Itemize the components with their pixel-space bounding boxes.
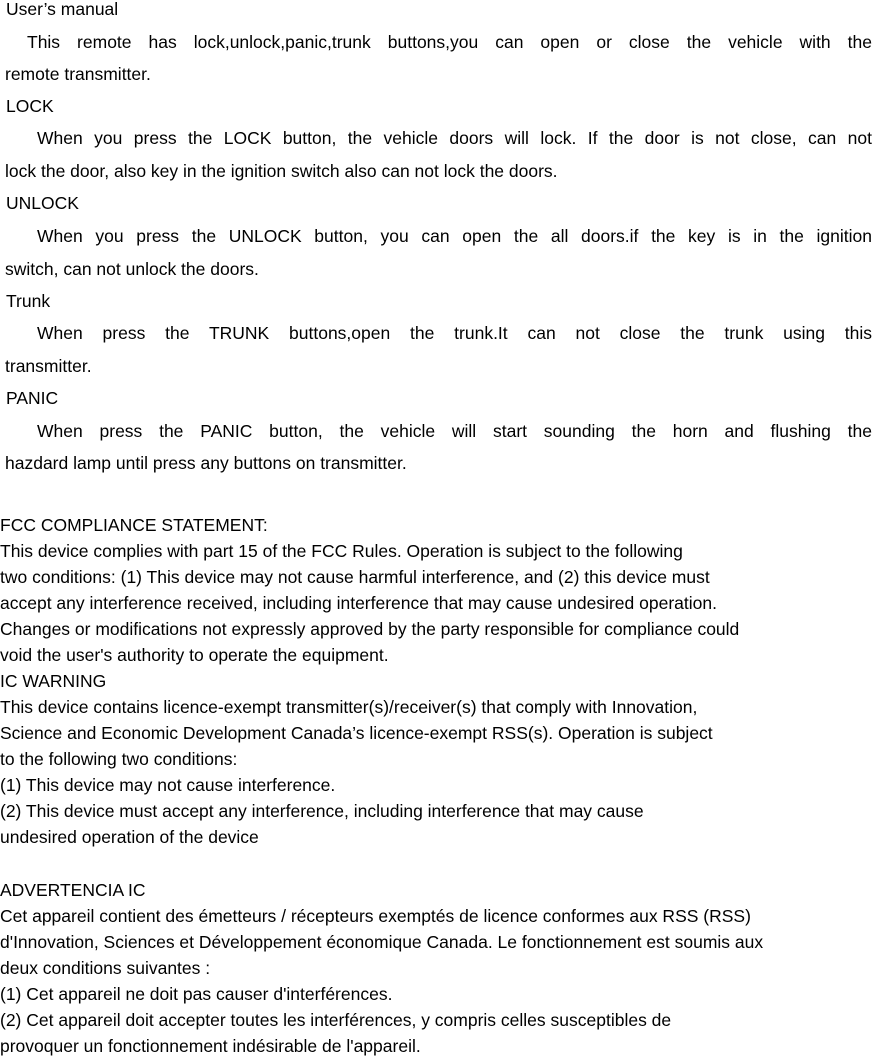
fcc-heading: FCC COMPLIANCE STATEMENT: xyxy=(0,515,268,535)
advertencia-line: deux conditions suivantes : xyxy=(0,958,211,978)
trunk-heading: Trunk xyxy=(6,291,51,311)
panic-line-1: When press the PANIC button, the vehicle will start sounding the horn and flushing the xyxy=(37,421,872,441)
panic-line-2: hazdard lamp until press any buttons on transmitter. xyxy=(5,453,407,473)
unlock-line-2: switch, can not unlock the doors. xyxy=(5,259,259,279)
unlock-line-1: When you press the UNLOCK button, you can open the all doors.if the key is in the ignition xyxy=(37,226,872,246)
advertencia-line: Cet appareil contient des émetteurs / récepteurs exemptés de licence conformes aux RSS (RSS) xyxy=(0,906,751,926)
ic-line: This device contains licence-exempt transmitter(s)/receiver(s) that comply with Innovation, xyxy=(0,697,698,717)
ic-line: to the following two conditions: xyxy=(0,749,238,769)
intro-line-2: remote transmitter. xyxy=(5,64,151,84)
advertencia-line: d'Innovation, Sciences et Développement économique Canada. Le fonctionnement est soumis aux xyxy=(0,932,764,952)
lock-line-2: lock the door, also key in the ignition switch also can not lock the doors. xyxy=(5,161,558,181)
ic-line: (1) This device may not cause interference. xyxy=(0,775,336,795)
ic-heading: IC WARNING xyxy=(0,671,107,691)
lock-heading: LOCK xyxy=(6,96,54,116)
fcc-line: void the user's authority to operate the equipment. xyxy=(0,645,389,665)
lock-line-1: When you press the LOCK button, the vehicle doors will lock. If the door is not close, can not xyxy=(37,128,872,148)
advertencia-line: (1) Cet appareil ne doit pas causer d'interférences. xyxy=(0,984,393,1004)
ic-line: Science and Economic Development Canada’s licence-exempt RSS(s). Operation is subject xyxy=(0,723,713,743)
manual-title: User’s manual xyxy=(6,0,119,19)
advertencia-line: (2) Cet appareil doit accepter toutes les interférences, y compris celles susceptibles de xyxy=(0,1010,672,1030)
fcc-line: Changes or modifications not expressly approved by the party responsible for compliance could xyxy=(0,619,740,639)
advertencia-heading: ADVERTENCIA IC xyxy=(0,880,146,900)
ic-line: (2) This device must accept any interference, including interference that may cause xyxy=(0,801,644,821)
advertencia-line: provoquer un fonctionnement indésirable de l'appareil. xyxy=(0,1036,421,1056)
fcc-line: two conditions: (1) This device may not cause harmful interference, and (2) this device must xyxy=(0,567,710,587)
fcc-line: accept any interference received, including interference that may cause undesired operation. xyxy=(0,593,717,613)
fcc-line: This device complies with part 15 of the FCC Rules. Operation is subject to the following xyxy=(0,541,683,561)
ic-line: undesired operation of the device xyxy=(0,827,259,847)
unlock-heading: UNLOCK xyxy=(6,193,79,213)
intro-line-1: This remote has lock,unlock,panic,trunk buttons,you can open or close the vehicle with the xyxy=(27,32,872,52)
trunk-line-2: transmitter. xyxy=(5,356,92,376)
trunk-line-1: When press the TRUNK buttons,open the trunk.It can not close the trunk using this xyxy=(37,323,872,343)
panic-heading: PANIC xyxy=(6,388,59,408)
